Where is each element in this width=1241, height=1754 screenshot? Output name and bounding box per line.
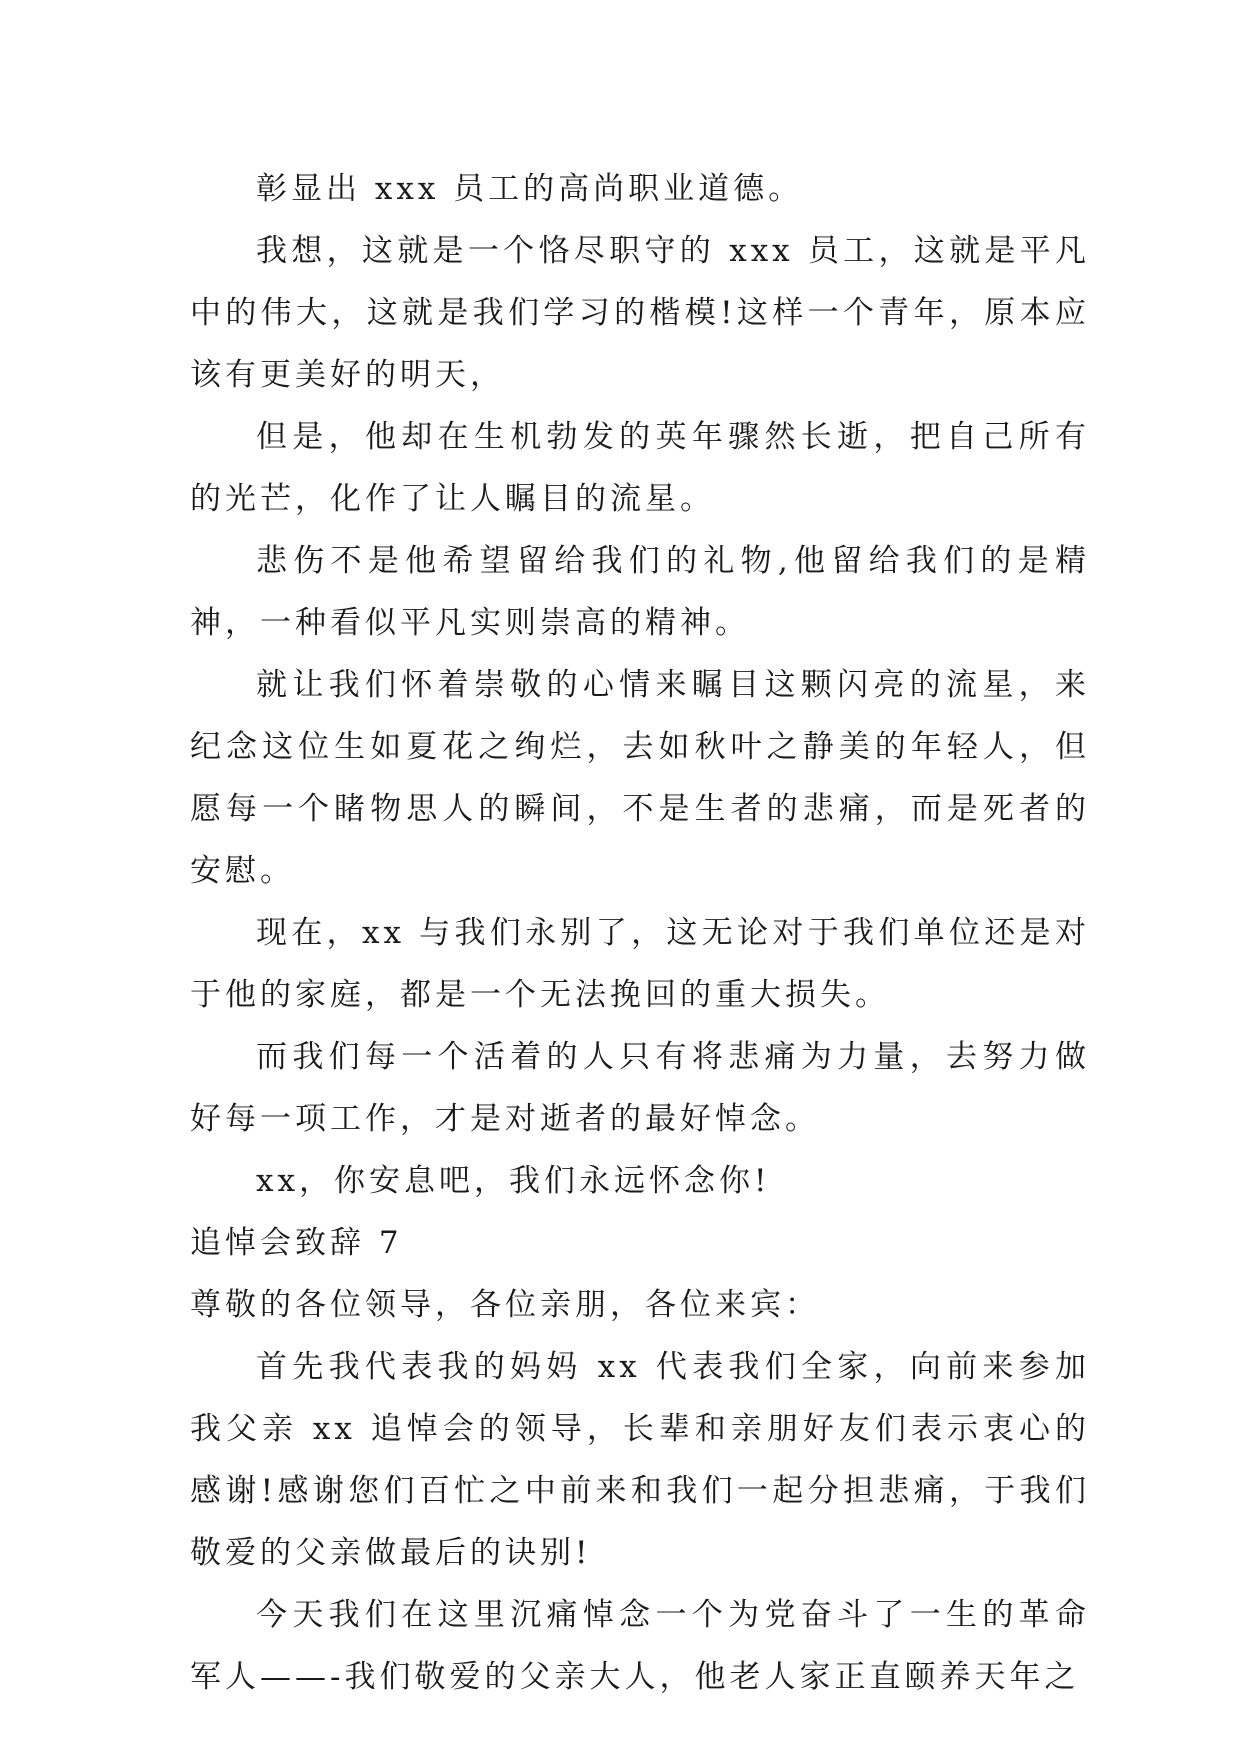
paragraph: 首先我代表我的妈妈 xx 代表我们全家，向前来参加我父亲 xx 追悼会的领导，长辈和亲朋好友们表示衷心的感谢!感谢您们百忙之中前来和我们一起分担悲痛，于我们敬爱的父亲做最后的诀别! — [190, 1349, 1090, 1571]
paragraph: 但是，他却在生机勃发的英年骤然长逝，把自己所有的光芒，化作了让人瞩目的流星。 — [190, 419, 1090, 517]
paragraph: 今天我们在这里沉痛悼念一个为党奋斗了一生的革命军人——-我们敬爱的父亲大人，他老人家正直颐养天年之 — [190, 1597, 1090, 1695]
salutation: 尊敬的各位领导，各位亲朋，各位来宾： — [190, 1287, 820, 1323]
section-heading: 追悼会致辞 7 — [190, 1225, 403, 1261]
paragraph: 就让我们怀着崇敬的心情来瞩目这颗闪亮的流星，来纪念这位生如夏花之绚烂，去如秋叶之静美的年轻人，但愿每一个睹物思人的瞬间，不是生者的悲痛，而是死者的安慰。 — [190, 667, 1090, 889]
paragraph: 彰显出 xxx 员工的高尚职业道德。 — [256, 171, 804, 207]
paragraph: 而我们每一个活着的人只有将悲痛为力量，去努力做好每一项工作，才是对逝者的最好悼念。 — [190, 1039, 1090, 1137]
paragraph: 我想，这就是一个恪尽职守的 xxx 员工，这就是平凡中的伟大，这就是我们学习的楷模!这样一个青年，原本应该有更美好的明天， — [190, 233, 1090, 393]
paragraph: 悲伤不是他希望留给我们的礼物,他留给我们的是精神，一种看似平凡实则崇高的精神。 — [190, 543, 1090, 641]
document-body — [190, 158, 1090, 1708]
paragraph: xx，你安息吧，我们永远怀念你! — [256, 1163, 771, 1199]
paragraph: 现在，xx 与我们永别了，这无论对于我们单位还是对于他的家庭，都是一个无法挽回的重大损失。 — [190, 915, 1090, 1013]
